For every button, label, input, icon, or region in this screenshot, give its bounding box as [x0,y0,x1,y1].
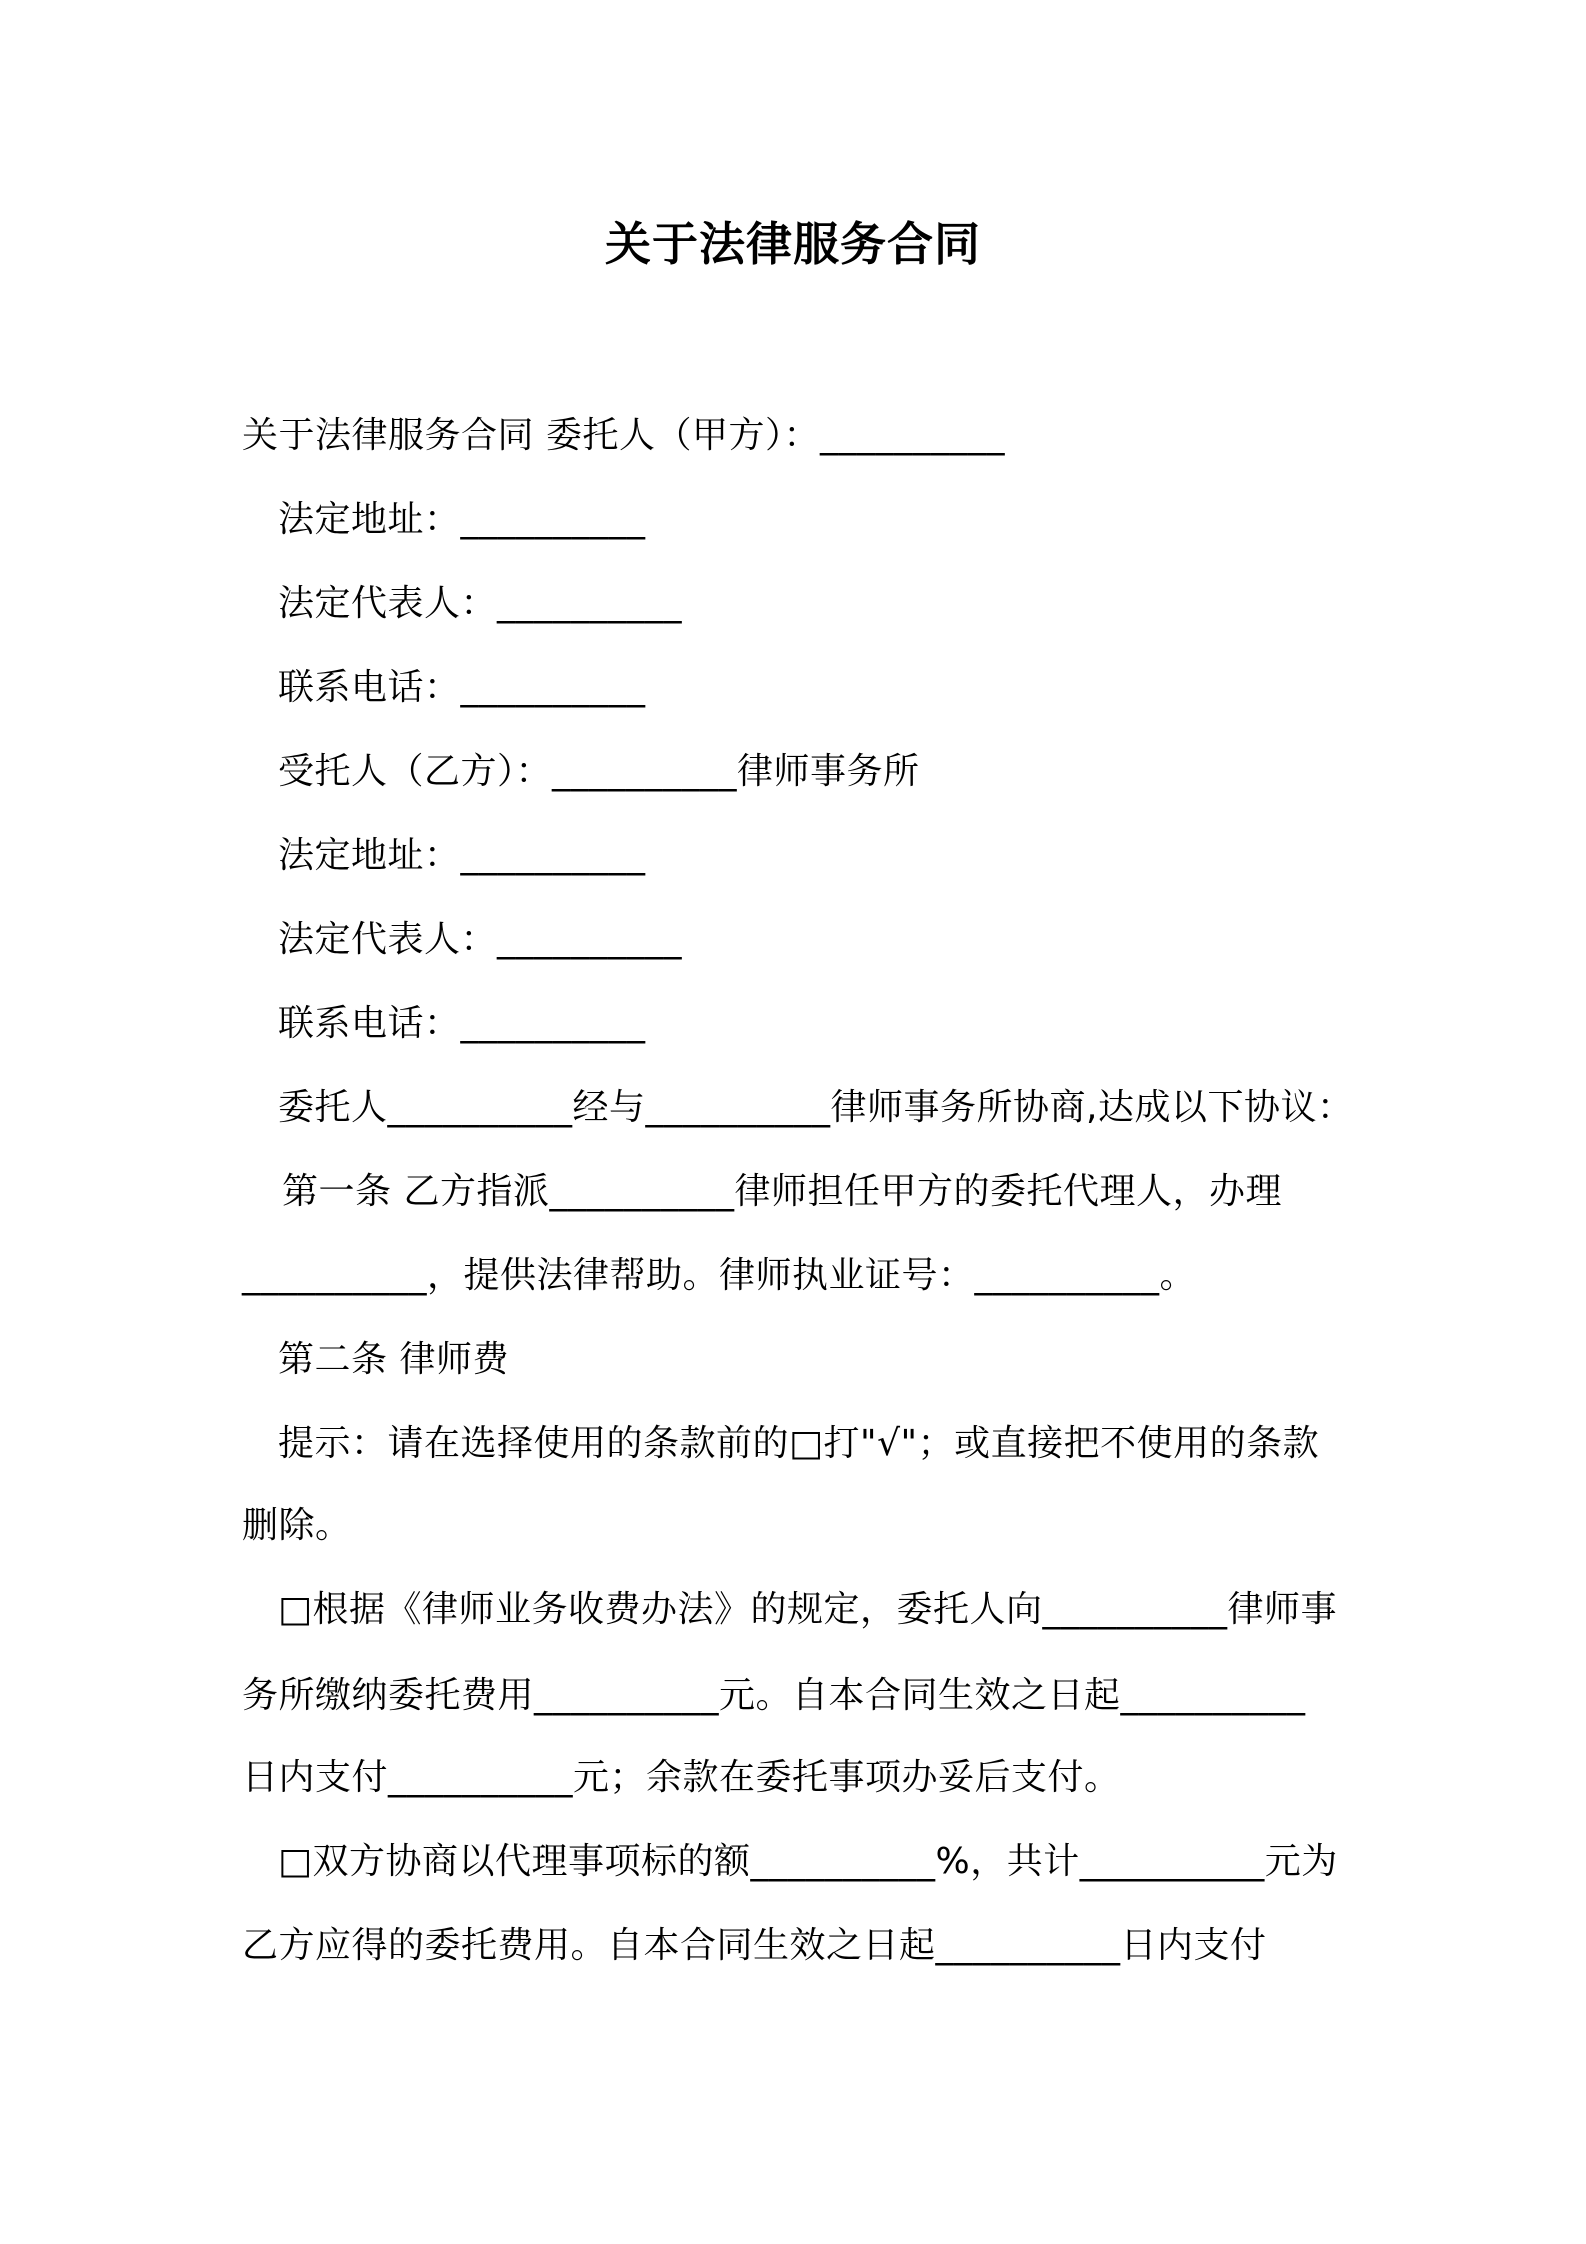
party-a-line: 关于法律服务合同 委托人（甲方）：__________ [242,415,1005,456]
party-b-representative-line: 法定代表人：__________ [278,919,683,960]
agreement-intro-line: 委托人__________经与__________律师事务所协商,达成以下协议： [278,1087,1354,1128]
hint-line-1: 提示：请在选择使用的条款前的□打"√"；或直接把不使用的条款 [278,1423,1320,1464]
party-b-line: 受托人（乙方）：__________律师事务所 [278,751,920,792]
party-b-address-line: 法定地址：__________ [278,835,646,876]
party-a-phone-line: 联系电话：__________ [278,667,646,708]
option-1-line-1: □根据《律师业务收费办法》的规定，委托人向__________律师事 [278,1589,1338,1630]
option-1-line-3: 日内支付__________元；余款在委托事项办妥后支付。 [242,1757,1121,1798]
article-1-line-2: __________，提供法律帮助。律师执业证号：__________。 [242,1255,1197,1296]
article-1-line-1: 第一条 乙方指派__________律师担任甲方的委托代理人，办理 [282,1171,1282,1212]
article-2-heading: 第二条 律师费 [278,1339,509,1380]
option-1-line-2: 务所缴纳委托费用__________元。自本合同生效之日起__________ [242,1675,1306,1716]
party-b-phone-line: 联系电话：__________ [278,1003,646,1044]
hint-line-2: 删除。 [242,1505,352,1546]
party-a-address-line: 法定地址：__________ [278,499,646,540]
option-2-line-2: 乙方应得的委托费用。自本合同生效之日起__________日内支付 [242,1925,1267,1966]
document-title: 关于法律服务合同 [605,217,981,271]
option-2-line-1: □双方协商以代理事项标的额__________%，共计__________元为 [278,1841,1338,1882]
party-a-representative-line: 法定代表人：__________ [278,583,683,624]
